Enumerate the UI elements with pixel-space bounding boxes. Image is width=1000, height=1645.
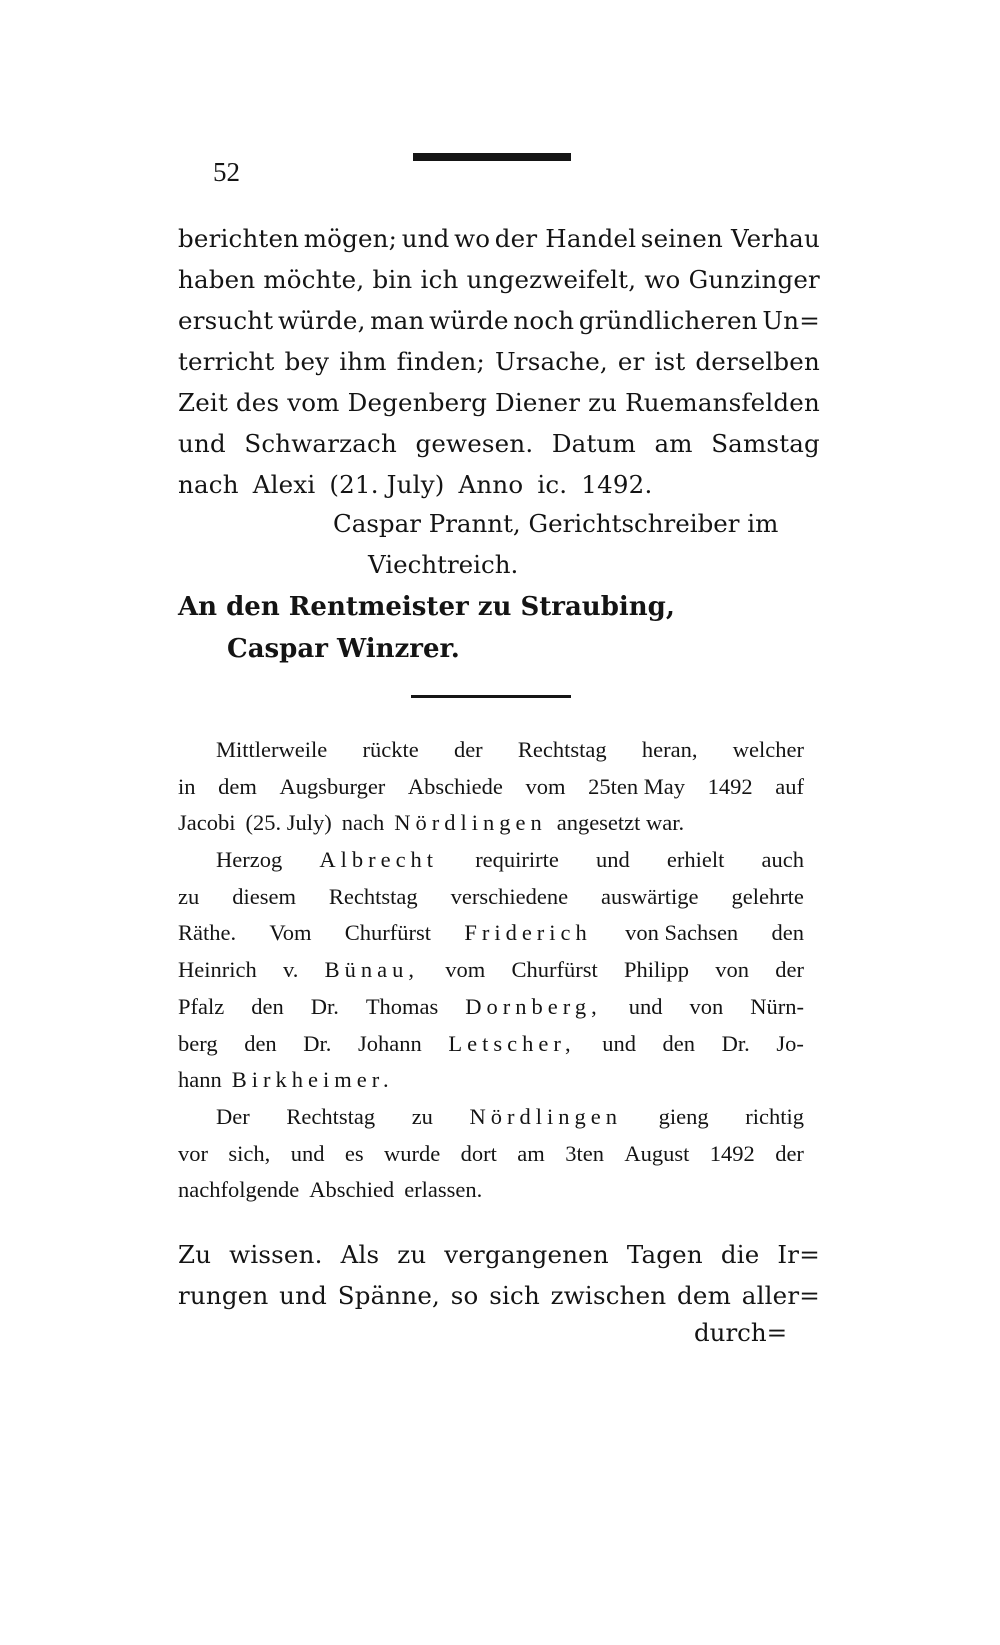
word: zu (178, 883, 200, 909)
word: Jacobi (178, 810, 236, 836)
word: wissen. (229, 1240, 323, 1269)
word: sich (489, 1281, 540, 1310)
word: Herzog (216, 847, 283, 873)
word: welcher (732, 737, 804, 762)
letter-text (178, 218, 820, 505)
word: wo (644, 265, 681, 294)
word: der (775, 957, 804, 983)
word: 25ten May (588, 773, 685, 799)
word: ist (654, 347, 686, 376)
word: nachfolgende (178, 1177, 300, 1203)
signature-line-2: Viechtreich. (368, 550, 519, 579)
word: Spänne, (337, 1281, 441, 1310)
narrative-text (178, 732, 804, 1209)
word: auf (775, 773, 804, 799)
word: diesem (232, 883, 296, 909)
text-line (178, 341, 820, 382)
word: Gunzinger (688, 265, 820, 294)
word: August (624, 1140, 690, 1166)
word: Rechtstag (286, 1103, 376, 1129)
word: hann (178, 1067, 222, 1093)
text-line (178, 300, 820, 341)
word: zwischen (550, 1281, 667, 1310)
word: 1492. (581, 470, 653, 499)
word: die (720, 1240, 760, 1269)
word: Rechtstag (517, 737, 607, 762)
word: Zeit (178, 388, 229, 417)
word: des (235, 388, 280, 417)
word: Alexi (252, 470, 316, 499)
word: und (178, 429, 226, 458)
word: vom (525, 773, 566, 799)
paragraph-line (178, 915, 804, 952)
word: sich, (228, 1140, 271, 1166)
catchword: durch= (694, 1318, 788, 1347)
word: den (662, 1030, 696, 1056)
word: Als (340, 1240, 380, 1269)
word: Abschied (309, 1177, 395, 1203)
word: Augsburger (279, 773, 386, 799)
word: am (517, 1140, 545, 1166)
paragraph-line (178, 842, 804, 879)
word: der (453, 737, 483, 762)
word: Abschiede (407, 773, 503, 799)
word: gieng (658, 1103, 709, 1129)
spaced-name: Nördlingen (394, 810, 547, 836)
word: Rechtstag (328, 883, 418, 909)
word: angesetzt war. (556, 810, 685, 836)
paragraph-line (178, 1099, 804, 1136)
word: erhielt (666, 847, 725, 873)
word: richtig (745, 1103, 804, 1129)
word: vor (178, 1140, 208, 1166)
word: in (178, 773, 196, 799)
word: und (628, 993, 663, 1019)
word: er (617, 347, 645, 376)
word: man (370, 306, 425, 335)
word: Räthe. (178, 920, 237, 946)
word: Churfürst (511, 957, 598, 983)
paragraph-line (178, 989, 804, 1026)
word: so (450, 1281, 479, 1310)
word: wo (454, 224, 491, 253)
word: rungen (178, 1281, 269, 1310)
word: vom (445, 957, 486, 983)
word: berg (178, 1030, 218, 1056)
word: Ir= (777, 1240, 820, 1269)
word: Dr. (721, 1030, 750, 1056)
word: Tagen (626, 1240, 703, 1269)
word: Nürn- (750, 993, 804, 1019)
word: der Handel (494, 224, 637, 253)
paragraph-line (178, 879, 804, 916)
spaced-name: Nördlingen (469, 1103, 623, 1129)
word: Ursache, (494, 347, 608, 376)
spaced-name: Bünau, (324, 957, 419, 983)
word: dem (677, 1281, 732, 1310)
word: Heinrich (178, 957, 257, 983)
word: zu (397, 1240, 427, 1269)
word: am (654, 429, 693, 458)
paragraph-line (178, 1062, 804, 1099)
section-divider (411, 695, 571, 698)
word: Anno (458, 470, 524, 499)
closing-text (178, 1234, 820, 1316)
word: der (775, 1140, 804, 1166)
word: bin (372, 265, 413, 294)
address-heading-2: Caspar Winzrer. (227, 634, 460, 664)
word: würde, (277, 306, 366, 335)
word: 1492 (707, 773, 753, 799)
word: von Sachsen (625, 920, 739, 946)
text-line (178, 259, 820, 300)
text-line (178, 382, 820, 423)
word: ersucht (178, 306, 274, 335)
word: Vom (269, 920, 312, 946)
word: seinen Verhau (640, 224, 820, 253)
word: ich (420, 265, 459, 294)
text-line (178, 423, 820, 464)
word: und (279, 1281, 327, 1310)
word: Dr. (310, 993, 339, 1019)
word: dort (460, 1140, 497, 1166)
word: und (290, 1140, 325, 1166)
word: erlassen. (404, 1177, 483, 1203)
spaced-name: Friderich (464, 920, 592, 946)
word: auswärtige (601, 883, 699, 909)
word: gelehrte (731, 883, 804, 909)
word: berichten (178, 224, 300, 253)
word: v. (282, 957, 299, 983)
word: von (715, 957, 749, 983)
word: gewesen. (415, 429, 534, 458)
word: terricht (178, 347, 275, 376)
word: nach (178, 470, 239, 499)
word: würde (429, 306, 509, 335)
word: Thomas (365, 993, 439, 1019)
word: verschiedene (450, 883, 569, 909)
word: den (251, 993, 284, 1019)
word: heran, (641, 737, 698, 762)
word: nach (341, 810, 385, 836)
paragraph-line (178, 732, 804, 769)
spaced-name: Albrecht (319, 847, 439, 873)
word: und (401, 224, 450, 253)
word: Mittlerweile (216, 737, 328, 762)
word: Johann (358, 1030, 422, 1056)
word: Philipp (623, 957, 689, 983)
word: Diener (495, 388, 581, 417)
signature-line-1: Caspar Prannt, Gerichtschreiber im (333, 509, 779, 538)
header-rule (413, 153, 571, 161)
word: haben möchte, (178, 265, 365, 294)
paragraph-line (178, 1172, 804, 1209)
word: von (689, 993, 724, 1019)
word: vom Degenberg (287, 388, 488, 417)
word: finden; (396, 347, 485, 376)
word: rückte (362, 737, 419, 762)
spaced-name: Letscher, (448, 1030, 576, 1056)
word: 1492 (709, 1140, 755, 1166)
text-line (178, 218, 820, 259)
word: 3ten (565, 1140, 604, 1166)
text-line (178, 1234, 820, 1275)
text-line (178, 464, 820, 505)
word: es (344, 1140, 364, 1166)
text-line (178, 1275, 820, 1316)
word: ihm (339, 347, 387, 376)
word: und (596, 847, 630, 873)
word: zu (411, 1103, 433, 1129)
word: aller= (741, 1281, 820, 1310)
word: Samstag (711, 429, 820, 458)
word: mögen; (303, 224, 398, 253)
word: bey (284, 347, 330, 376)
word: vergangenen (444, 1240, 609, 1269)
word: und (602, 1030, 636, 1056)
word: ic. (537, 470, 568, 499)
word: den (771, 920, 804, 946)
word: Churfürst (344, 920, 432, 946)
word: (25. July) (245, 810, 332, 836)
word: Un= (762, 306, 820, 335)
word: Ruemansfelden (625, 388, 820, 417)
word: derselben (695, 347, 820, 376)
page-number: 52 (213, 157, 240, 187)
word: ungezweifelt, (466, 265, 637, 294)
word: wurde (384, 1140, 441, 1166)
spaced-name: Birkheimer. (231, 1067, 394, 1093)
spaced-name: Dornberg, (465, 993, 602, 1019)
word: Datum (551, 429, 636, 458)
word: dem (218, 773, 257, 799)
word: (21. July) (329, 470, 445, 499)
word: zu (588, 388, 618, 417)
word: Zu (178, 1240, 212, 1269)
word: Jo- (776, 1030, 804, 1056)
paragraph-line (178, 1026, 804, 1063)
word: auch (761, 847, 804, 873)
word: Pfalz (178, 993, 225, 1019)
word: den (244, 1030, 277, 1056)
paragraph-line (178, 952, 804, 989)
word: Der (216, 1103, 250, 1129)
paragraph-line (178, 805, 804, 842)
paragraph-line (178, 1136, 804, 1173)
address-heading-1: An den Rentmeister zu Straubing, (178, 592, 675, 622)
word: requirirte (475, 847, 559, 873)
paragraph-line (178, 769, 804, 806)
word: noch (513, 306, 575, 335)
word: Schwarzach (244, 429, 397, 458)
word: Dr. (303, 1030, 332, 1056)
word: gründlicheren (578, 306, 758, 335)
